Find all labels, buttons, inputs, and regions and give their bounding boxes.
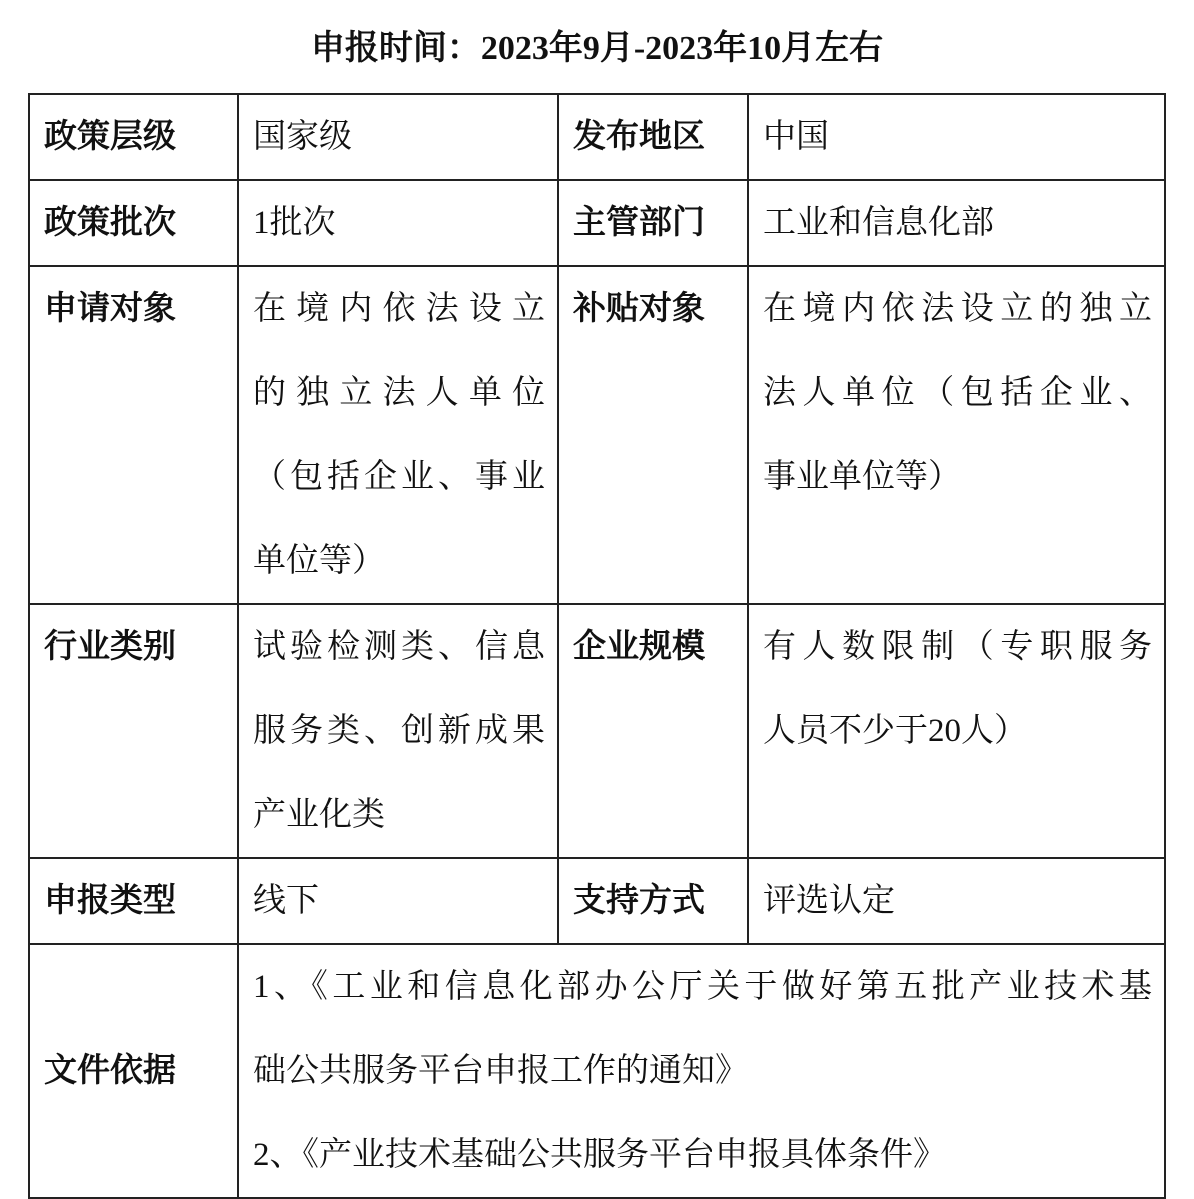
text-line: 人员不少于20人） <box>763 713 1027 749</box>
value-batch: 1批次 <box>238 180 558 266</box>
label-applicant: 申请对象 <box>29 266 238 604</box>
value-documents <box>238 944 1165 1198</box>
text-line: 有人数限制（专职服务 <box>763 629 1152 665</box>
value-industry <box>238 604 558 858</box>
text-line: 的独立法人单位 <box>253 375 545 411</box>
table-row <box>29 858 1165 944</box>
document-line: 础公共服务平台申报工作的通知》 <box>253 1053 748 1089</box>
document-line: 2、《产业技术基础公共服务平台申报具体条件》 <box>253 1137 946 1173</box>
text-line: （包括企业、事业 <box>253 459 545 495</box>
value-application-type: 线下 <box>238 858 558 944</box>
table-row <box>29 944 1165 1198</box>
label-industry: 行业类别 <box>29 604 238 858</box>
document-line: 1、《工业和信息化部办公厅关于做好第五批产业技术基 <box>253 969 1152 1005</box>
label-support-method: 支持方式 <box>558 858 748 944</box>
table-row <box>29 604 1165 858</box>
label-subsidy-target: 补贴对象 <box>558 266 748 604</box>
label-batch: 政策批次 <box>29 180 238 266</box>
text-line: 服务类、创新成果 <box>253 713 545 749</box>
text-line: 在境内依法设立 <box>253 291 545 327</box>
value-support-method: 评选认定 <box>748 858 1165 944</box>
value-region: 中国 <box>748 94 1165 180</box>
text-line: 事业单位等） <box>763 459 961 495</box>
label-application-type: 申报类型 <box>29 858 238 944</box>
value-applicant <box>238 266 558 604</box>
table-row <box>29 266 1165 604</box>
table-row <box>29 94 1165 180</box>
page-title: 申报时间：2023年9月-2023年10月左右 <box>310 30 884 67</box>
value-policy-level: 国家级 <box>238 94 558 180</box>
text-line: 产业化类 <box>253 797 385 833</box>
label-documents: 文件依据 <box>29 944 238 1198</box>
label-policy-level: 政策层级 <box>29 94 238 180</box>
text-line: 法人单位（包括企业、 <box>763 375 1152 411</box>
value-subsidy-target <box>748 266 1165 604</box>
label-department: 主管部门 <box>558 180 748 266</box>
value-company-size <box>748 604 1165 858</box>
table-row <box>29 180 1165 266</box>
text-line: 单位等） <box>253 543 385 579</box>
policy-table <box>28 93 1166 1199</box>
text-line: 试验检测类、信息 <box>253 629 545 665</box>
label-company-size: 企业规模 <box>558 604 748 858</box>
text-line: 在境内依法设立的独立 <box>763 291 1152 327</box>
label-region: 发布地区 <box>558 94 748 180</box>
value-department: 工业和信息化部 <box>748 180 1165 266</box>
